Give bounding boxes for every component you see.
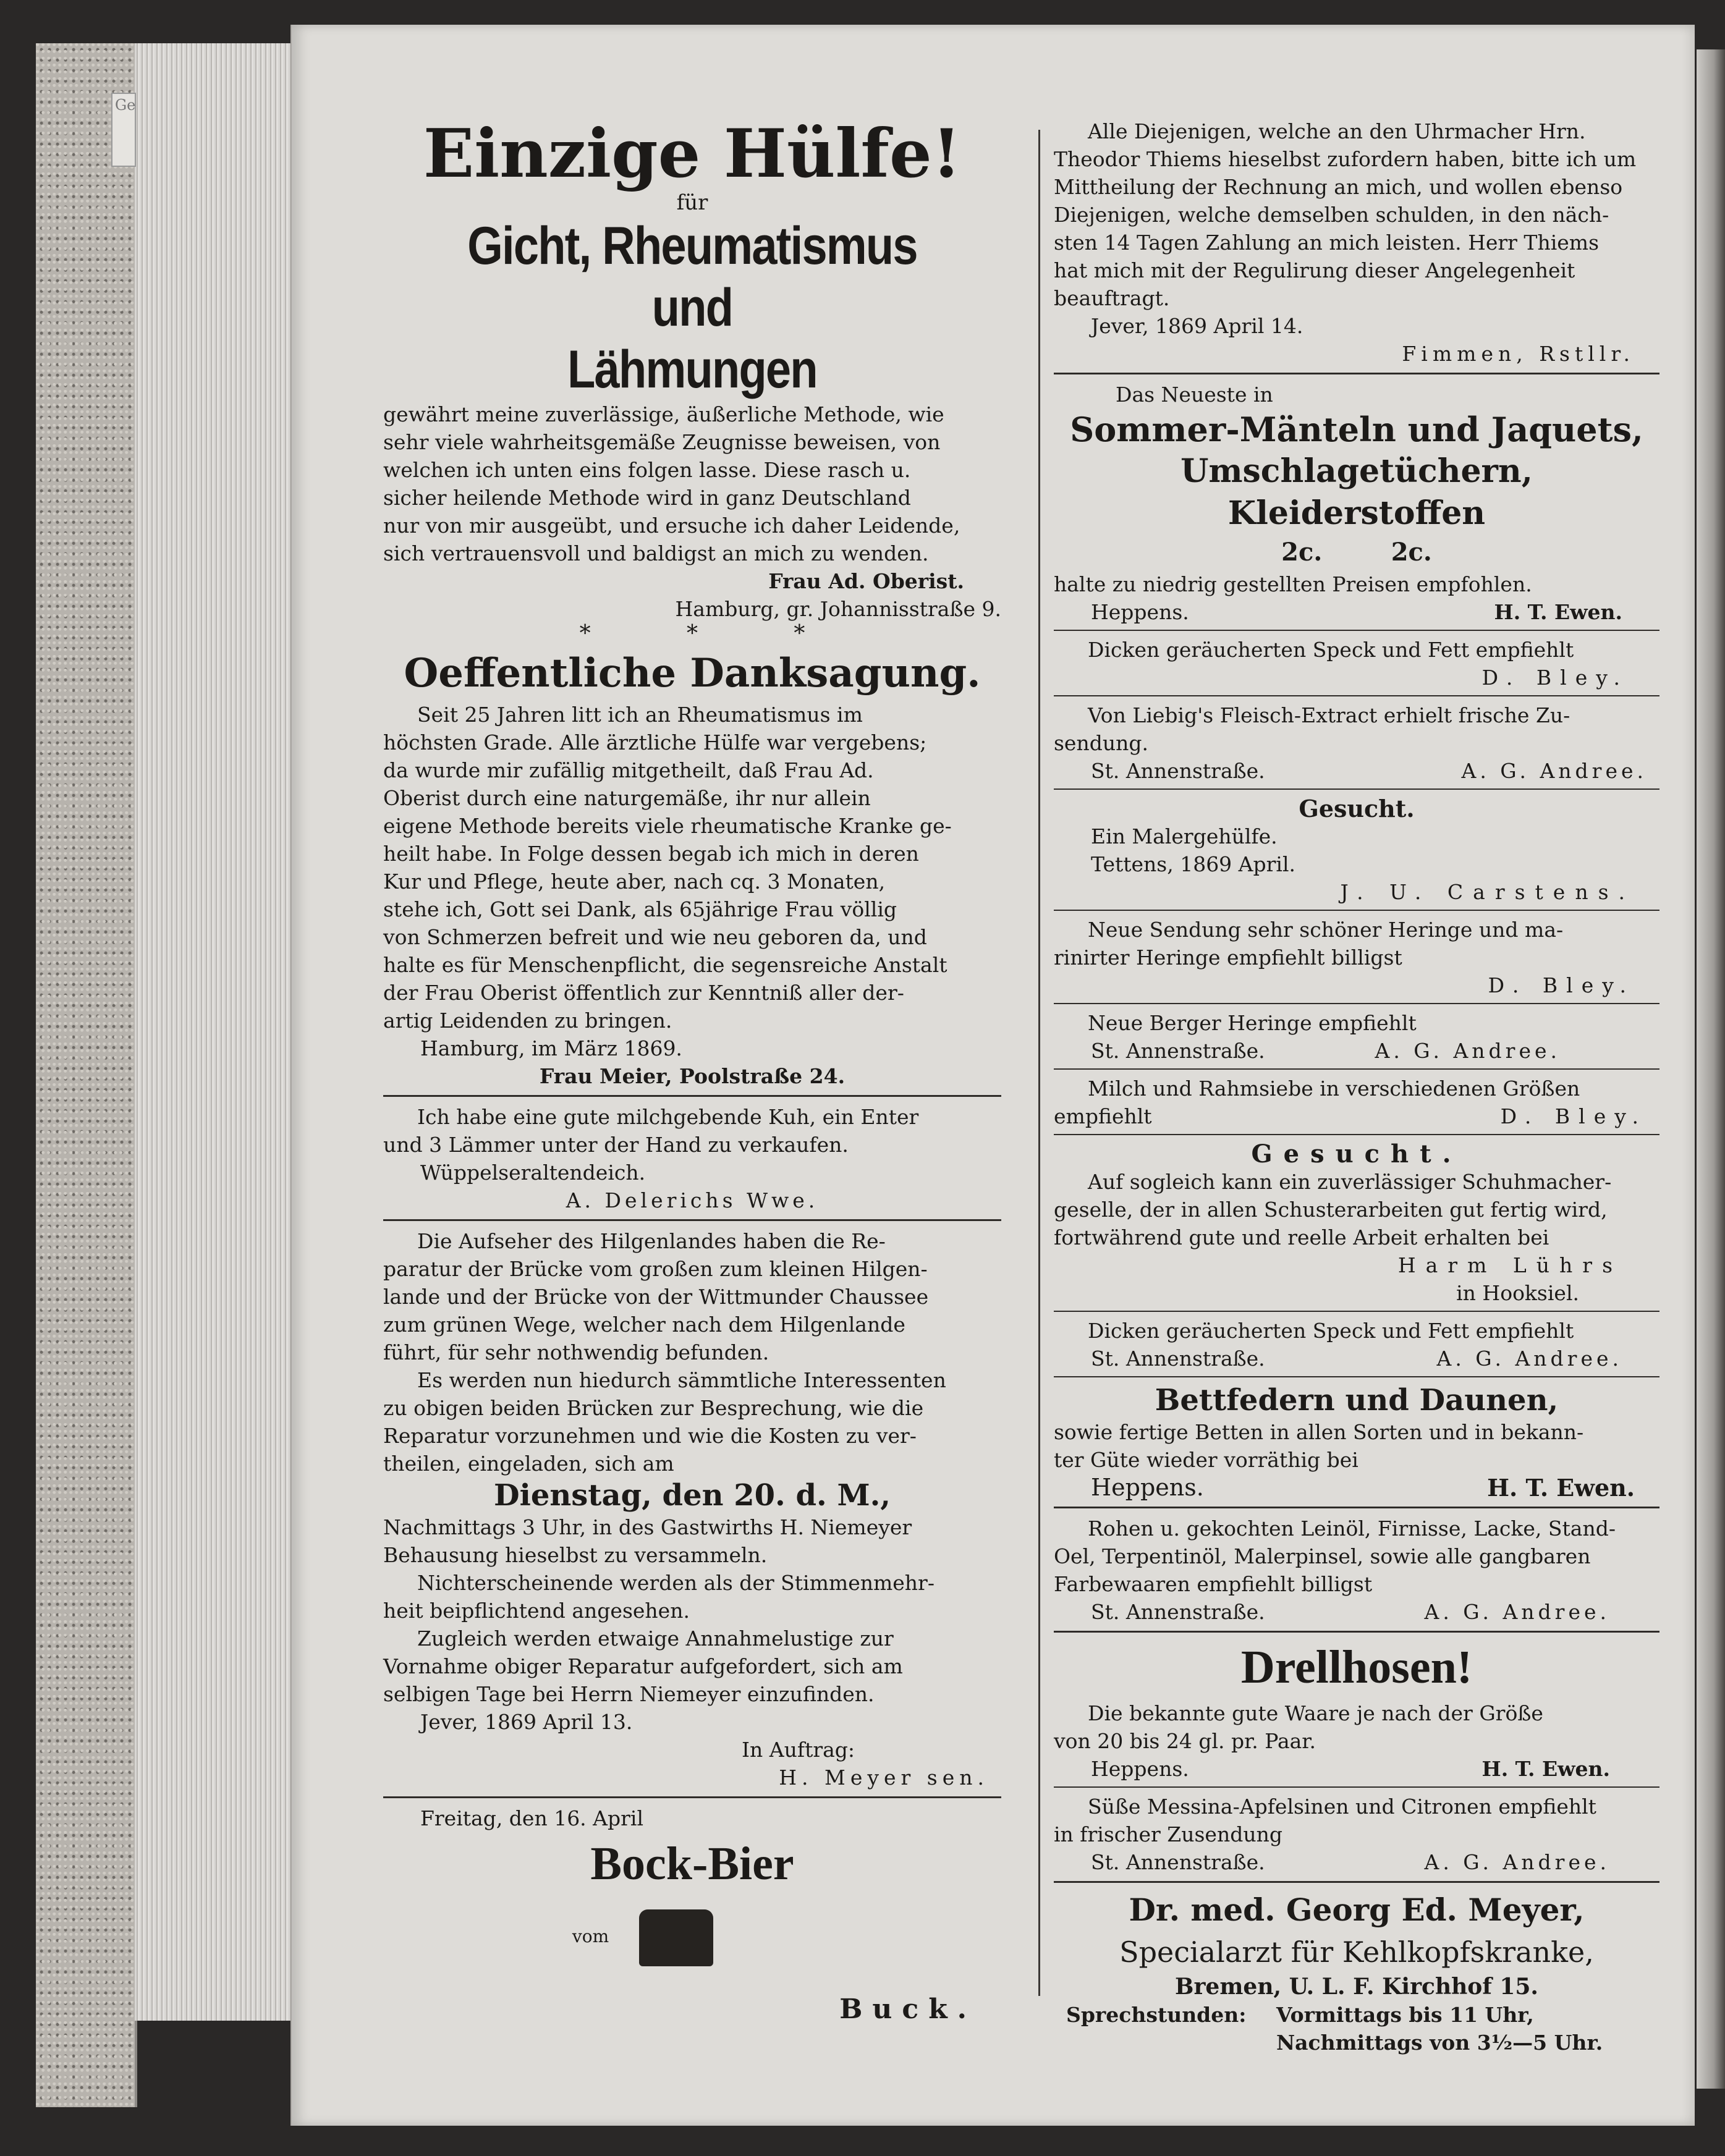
text-line: Auf sogleich kann ein zuverlässiger Schuhmacher- [1088,1170,1612,1194]
text-line: zu obigen beiden Brücken zur Besprechung, wie die [383,1396,924,1420]
text-line: halte zu niedrig gestellten Preisen empfohlen. [1054,572,1532,596]
text-line: Die Aufseher des Hilgenlandes haben die Re- [417,1229,886,1253]
ad-auftrag: In Auftrag: [742,1738,855,1762]
ad-divider [1054,910,1659,911]
ad-place: St. Annenstraße. [1091,1850,1265,1874]
text-line: selbigen Tage bei Herrn Niemeyer einzufinden. [383,1682,875,1706]
text-line: Diejenigen, welche demselben schulden, in den näch- [1054,203,1609,227]
ad-title: Bettfedern und Daunen, [1155,1383,1559,1418]
ad-danksagung [383,650,1001,1090]
ad-signer: Harm Lührs [1397,1253,1622,1277]
text-line: höchsten Grade. Alle ärztliche Hülfe war vergebens; [383,730,927,755]
text-line: Oberist durch eine naturgemäße, ihr nur allein [383,786,871,810]
book-cover-edge [36,43,137,2107]
ad-signer: A. Delerichs Wwe. [566,1188,819,1212]
ad-place: St. Annenstraße. [1091,759,1265,783]
ad-title: Gesucht. [1299,795,1415,822]
text-line: Süße Messina-Apfelsinen und Citronen empfiehlt [1088,1795,1596,1819]
text-line: eigene Methode bereits viele rheumatische Kranke ge- [383,814,952,838]
ad-divider [383,1095,1001,1097]
text-line: Seit 25 Jahren litt ich an Rheumatismus im [417,703,863,727]
ad-footer [1054,598,1659,626]
ad-signer: H. Meyer sen. [779,1765,989,1790]
ad-place: St. Annenstraße. [1091,1600,1265,1624]
ad-berger-heringe [1054,1009,1659,1065]
text-line: und 3 Lämmer unter der Hand zu verkaufen. [383,1133,849,1157]
text-line: beauftragt. [1054,286,1170,310]
ad-apfelsinen [1054,1793,1659,1876]
text-line: ter Güte wieder vorräthig bei [1054,1448,1358,1472]
ad-signer: Fimmen, Rstllr. [1402,342,1635,366]
text-line: heit beipflichtend angesehen. [383,1599,690,1623]
ad-heading-line-2: Specialarzt für Kehlkopfskranke, [1119,1935,1594,1969]
ad-bettfedern [1054,1382,1659,1502]
ad-signer: A. G. Andree. [1424,1600,1610,1624]
text-line: von Schmerzen befreit und wie neu geboren da, und [383,925,927,949]
ad-signer: H. T. Ewen. [1494,600,1622,624]
asterisk: * [794,621,805,646]
ad-signer: D. Bley. [1488,973,1635,997]
text-line: da wurde mir zufällig mitgetheilt, daß Frau Ad. [383,758,874,782]
text-line: Dicken geräucherten Speck und Fett empfiehlt [1088,1319,1574,1343]
text-line: Nichterscheinende werden als der Stimmenmehr- [417,1571,935,1595]
ad-date: Freitag, den 16. April [420,1806,644,1830]
ad-heading-line-2: Umschlagetüchern, Kleiderstoffen [1180,452,1533,532]
ad-speck-andree [1054,1317,1659,1372]
ad-vom-line [284,1909,1001,1966]
ad-divider [1054,1881,1659,1883]
text-line: Neue Sendung sehr schöner Heringe und ma- [1088,918,1564,942]
ad-divider [1054,1311,1659,1312]
ad-signer: J. U. Carstens. [1340,880,1635,904]
text-line: sendung. [1054,731,1148,755]
ad-divider [1054,1507,1659,1508]
text-line: Kur und Pflege, heute aber, nach cq. 3 Monaten, [383,869,886,894]
text-line: stehe ich, Gott sei Dank, als 65jährige Frau völlig [383,897,897,921]
ad-divider [1054,1068,1659,1070]
ad-drellhosen [1054,1639,1659,1783]
text-line: hat mich mit der Regulirung dieser Angelegenheit [1054,258,1575,282]
text-line: Ich habe eine gute milchgebende Kuh, ein Enter [417,1105,919,1129]
ad-hours-1: Vormittags bis 11 Uhr, [1276,2003,1534,2027]
text-line: Reparatur vorzunehmen und wie die Kosten zu ver- [383,1424,917,1448]
text-line: halte es für Menschenpflicht, die segensreiche Anstalt [383,953,947,977]
brewery-emblem-icon [639,1909,713,1966]
ad-signer-place: in Hooksiel. [1456,1281,1579,1305]
text-line: Dicken geräucherten Speck und Fett empfiehlt [1088,638,1574,662]
text-line: in frischer Zusendung [1054,1822,1282,1846]
left-column [383,117,1001,2052]
text-line: der Frau Oberist öffentlich zur Kenntniß aller der- [383,981,904,1005]
text-line: Oel, Terpentinöl, Malerpinsel, sowie alle gangbaren [1054,1544,1591,1568]
ad-hours-2: Nachmittags von 3½—5 Uhr. [1276,2031,1603,2055]
ad-signer: A. G. Andree. [1424,1850,1610,1874]
ad-hilgenland-bruecke [383,1227,1001,1791]
text-line: Die bekannte gute Waare je nach der Größe [1088,1701,1543,1725]
text-line: theilen, eingeladen, sich am [383,1452,674,1476]
ad-signer: A. G. Andree. [1375,1039,1561,1063]
ad-uhrmacher-thiems [1054,117,1659,368]
ad-divider [1054,695,1659,696]
ad-footer [1054,1474,1659,1502]
text-line: sich vertrauensvoll und baldigst an mich zu wenden. [383,541,929,565]
text-line: empfiehlt [1054,1104,1152,1128]
ad-place-date: Jever, 1869 April 14. [1091,314,1303,338]
ad-place-date: Jever, 1869 April 13. [420,1710,633,1734]
ad-hours [1054,2001,1659,2029]
ad-place-date: Hamburg, im März 1869. [420,1036,682,1060]
ad-divider [1054,373,1659,374]
ad-signer: H. T. Ewen. [1481,1757,1610,1781]
text-line: Ein Malergehülfe. [1091,824,1278,848]
ad-signer: A. G. Andree. [1461,759,1647,783]
ad-leinoel [1054,1515,1659,1626]
ad-footer [1054,1102,1659,1130]
ad-title: Einzige Hülfe! [423,115,962,193]
text-line: sehr viele wahrheitsgemäße Zeugnisse beweisen, von [383,430,941,454]
text-line: Von Liebig's Fleisch-Extract erhielt frische Zu- [1088,703,1570,727]
column-divider [1038,130,1040,1996]
ad-signer: H. T. Ewen. [1487,1474,1635,1502]
ad-footer [1054,757,1659,785]
ad-sommer-maentel [1054,381,1659,626]
ad-signer: D. Bley. [1500,1104,1647,1128]
ad-divider [383,1796,1001,1798]
ad-divider [383,1219,1001,1221]
ad-vom: vom [572,1926,609,1947]
ad-signer: D. Bley. [1481,666,1629,690]
page-curl [1697,49,1725,2089]
ad-divider [1054,1631,1659,1633]
text-line: artig Leidenden zu bringen. [383,1008,672,1033]
ad-title: Bock-Bier [590,1838,794,1890]
page-stack-edge [135,43,295,2021]
text-line: sten 14 Tagen Zahlung an mich leisten. Herr Thiems [1054,230,1600,255]
text-line: Rohen u. gekochten Leinöl, Firnisse, Lacke, Stand- [1088,1516,1616,1541]
text-line: zum grünen Wege, welcher nach dem Hilgenlande [383,1313,905,1337]
text-line: führt, für sehr nothwendig befunden. [383,1340,769,1364]
ad-heading-line-1: Dr. med. Georg Ed. Meyer, [1129,1892,1585,1928]
ad-place: Heppens. [1091,600,1189,624]
ad-divider [1054,1376,1659,1377]
margin-stub-label: Ge [111,93,136,167]
ad-dr-meyer [1054,1889,1659,2057]
ad-title: Gesucht. [1251,1139,1462,1169]
text-line: Farbewaaren empfiehlt billigst [1054,1572,1373,1596]
ad-hours-label: Sprechstunden: [1066,2003,1247,2027]
ad-divider [1054,1003,1659,1004]
text-line: sicher heilende Methode wird in ganz Deutschland [383,486,911,510]
text-line: Milch und Rahmsiebe in verschiedenen Größen [1088,1076,1580,1101]
text-line: sowie fertige Betten in allen Sorten und in bekann- [1054,1420,1584,1444]
ad-heringe-bley [1054,916,1659,999]
ad-title: Drellhosen! [1240,1641,1473,1693]
text-line: Alle Diejenigen, welche an den Uhrmacher Hrn. [1088,119,1586,143]
ad-divider [1054,1134,1659,1135]
text-line: welchen ich unten eins folgen lasse. Diese rasch u. [383,458,911,482]
ad-divider [1054,1786,1659,1788]
ad-footer [1054,1345,1659,1372]
ad-place: St. Annenstraße. [1091,1346,1265,1371]
text-line: Vornahme obiger Reparatur aufgefordert, sich am [383,1654,903,1678]
ad-etc: 2c. 2c. [1281,538,1432,567]
ad-footer [1054,1598,1659,1626]
text-line: von 20 bis 24 gl. pr. Paar. [1054,1729,1316,1753]
ad-signer: Frau Ad. Oberist. [768,569,964,593]
ad-footer [1054,1755,1659,1783]
ad-rahmsiebe [1054,1075,1659,1130]
ad-heading-line-1: Gicht, Rheumatismus und [467,216,917,337]
text-line: Es werden nun hiedurch sämmtliche Interessenten [417,1368,946,1392]
text-line: Nachmittags 3 Uhr, in des Gastwirths H. Niemeyer [383,1515,912,1539]
ad-intro: Das Neueste in [1116,383,1273,407]
ad-place: Wüppelseraltendeich. [420,1160,646,1185]
ad-footer [1054,1848,1659,1876]
ad-gesucht-schuhmacher [1054,1140,1659,1307]
text-line: Zugleich werden etwaige Annahmelustige zur [417,1626,894,1651]
ad-address: Hamburg, gr. Johannisstraße 9. [675,597,1001,621]
ad-kuh-verkauf [383,1103,1001,1214]
ad-place: Heppens. [1091,1474,1204,1501]
ad-signer: Buck. [839,1993,977,2025]
ad-divider [1054,630,1659,631]
text-line: Theodor Thiems hieselbst zufordern haben, bitte ich um [1054,147,1637,171]
ad-signer: Frau Meier, Poolstraße 24. [539,1064,846,1088]
ad-liebig-extract [1054,701,1659,785]
ad-einzige-huelfe [383,117,1001,645]
ad-signer: A. G. Andree. [1436,1346,1622,1371]
ad-place: St. Annenstraße. [1091,1039,1265,1063]
ad-subtitle-fuer: für [676,190,708,215]
ad-speck-bley [1054,636,1659,691]
text-line: gewährt meine zuverlässige, äußerliche Methode, wie [383,402,944,426]
ad-place: Heppens. [1091,1757,1189,1781]
text-line: nur von mir ausgeübt, und ersuche ich daher Leidende, [383,514,960,538]
asterisk: * [579,621,591,646]
right-column [1054,117,1659,2057]
text-line: paratur der Brücke vom großen zum kleinen Hilgen- [383,1257,928,1281]
asterisk-separator [383,623,1001,645]
text-line: lande und der Brücke von der Wittmunder Chaussee [383,1285,929,1309]
text-line: rinirter Heringe empfiehlt billigst [1054,945,1402,970]
ad-bock-bier [383,1804,1001,2025]
text-line: heilt habe. In Folge dessen begab ich mich in deren [383,842,919,866]
ad-divider [1054,788,1659,790]
asterisk: * [686,621,698,646]
text-line: geselle, der in allen Schusterarbeiten gut fertig wird, [1054,1198,1608,1222]
ad-gesucht-maler [1054,795,1659,906]
ad-address: Bremen, U. L. F. Kirchhof 15. [1175,1974,1538,2000]
text-line: Behausung hieselbst zu versammeln. [383,1543,768,1567]
text-line: Neue Berger Heringe empfiehlt [1088,1011,1417,1035]
ad-title: Oeffentliche Danksagung. [404,650,981,696]
ad-heading-line-2: Lähmungen [567,340,817,399]
text-line: fortwährend gute und reelle Arbeit erhalten bei [1054,1225,1549,1249]
ad-heading-line-1: Sommer-Mänteln und Jaquets, [1070,410,1643,449]
text-line: Mittheilung der Rechnung an mich, und wollen ebenso [1054,175,1623,199]
ad-date-heading: Dienstag, den 20. d. M., [493,1478,891,1513]
ad-place-date: Tettens, 1869 April. [1091,852,1295,876]
ad-footer [1054,1037,1659,1065]
